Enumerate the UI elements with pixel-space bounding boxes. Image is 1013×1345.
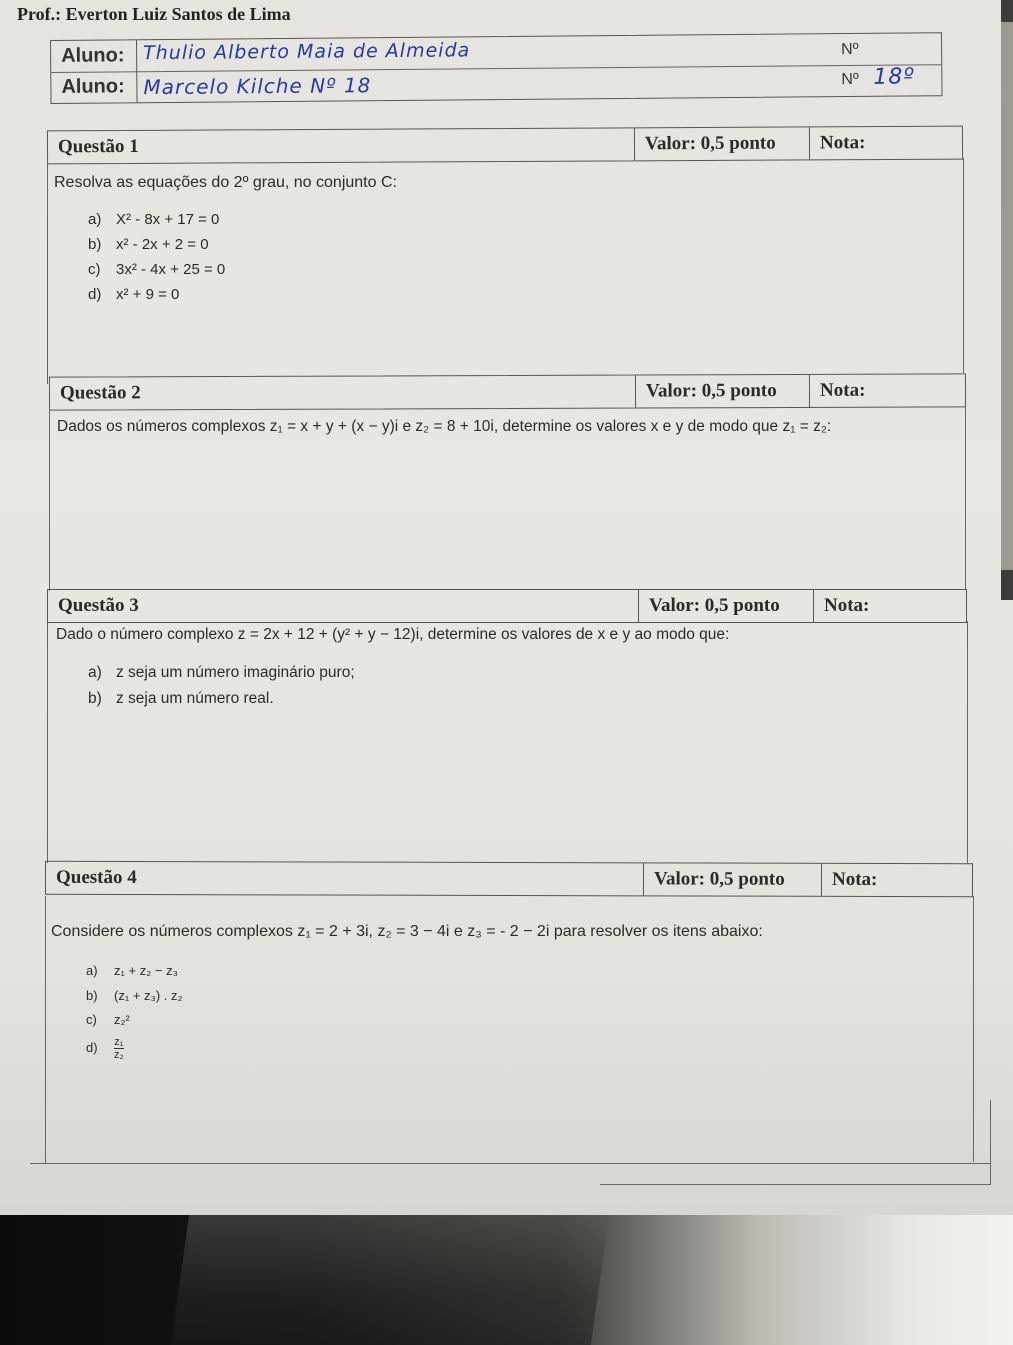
fraction-denominator: z₂ [114,1049,124,1061]
question-2-header [49,373,966,410]
list-item [88,236,209,253]
question-border [47,623,48,863]
expression: z₂² [114,1012,130,1027]
question-value: Valor: 0,5 ponto [638,590,813,622]
background-edge [1001,0,1013,600]
question-border [600,1184,990,1185]
list-item [88,286,179,303]
expression: (z₁ + z₃) . z₂ [114,988,183,1003]
question-border [965,407,966,589]
item-label: c) [88,261,101,278]
question-border [973,896,974,1162]
list-item [88,261,225,278]
question-1-header [47,126,963,165]
question-statement: Dados os números complexos z₁ = x + y + (x − y)i e z₂ = 8 + 10i, determine os valores x e y de modo que z₁ = z₂: [57,418,832,435]
photo-background [0,1215,1013,1345]
list-item [86,963,178,978]
list-item [88,664,355,682]
question-title: Questão 1 [57,135,139,158]
question-3-header [47,589,967,623]
equation: x² + 9 = 0 [116,286,180,303]
question-value: Valor: 0,5 ponto [634,127,809,160]
question-statement: Resolva as equações do 2º grau, no conjunto C: [54,174,397,191]
question-statement: Considere os números complexos z₁ = 2 + 3i, z₂ = 3 − 4i e z₃ = - 2 − 2i para resolver os itens abaixo: [51,923,763,940]
professor-name: Prof.: Everton Luiz Santos de Lima [17,4,291,24]
question-title: Questão 2 [59,382,141,404]
question-title: Questão 4 [55,866,137,889]
number-label: Nº [841,70,859,89]
question-border [49,409,50,591]
question-value: Valor: 0,5 ponto [643,863,821,895]
question-4-header [45,861,973,897]
item-label: b) [88,690,102,707]
number-label: Nº [841,40,859,59]
question-border [47,162,48,384]
question-value: Valor: 0,5 ponto [635,375,809,408]
item-label: a) [88,211,102,228]
item-label: b) [86,988,98,1003]
equation: 3x² - 4x + 25 = 0 [116,261,226,278]
fraction-numerator: z₁ [114,1036,124,1048]
question-statement: Dado o número complexo z = 2x + 12 + (y² + y − 12)i, determine os valores de x e y ao modo que: [56,626,730,643]
question-grade: Nota: [809,127,964,160]
student-row [51,64,941,103]
item-text: z seja um número real. [116,690,274,707]
question-border [30,1163,990,1164]
student-number-handwritten: 18º [873,64,915,90]
student-name-handwritten: Thulio Alberto Maia de Almeida [143,39,471,65]
item-label: d) [88,286,102,303]
list-item [88,211,219,228]
fraction [114,1036,124,1061]
equation: X² - 8x + 17 = 0 [116,211,220,228]
item-label: a) [86,963,98,978]
fabric-fold [171,1215,609,1345]
background-mark [1001,570,1013,600]
item-text: z seja um número imaginário puro; [116,664,355,681]
student-label: Aluno: [51,71,137,103]
list-item [88,690,274,708]
question-border [45,896,46,1164]
item-label: d) [86,1039,98,1055]
equation: x² - 2x + 2 = 0 [116,236,209,253]
question-title: Questão 3 [58,595,139,616]
list-item [86,988,183,1003]
background-mark [1001,0,1013,22]
item-label: b) [88,236,102,253]
item-label: c) [86,1012,97,1027]
question-border [990,1100,991,1185]
student-name-handwritten: Marcelo Kilche Nº 18 [143,73,372,100]
list-item [86,1012,130,1027]
student-label: Aluno: [51,40,137,72]
list-item [86,1036,124,1061]
question-border [967,621,968,863]
question-grade: Nota: [821,864,974,896]
student-box [50,32,943,104]
question-grade: Nota: [809,374,967,407]
question-border [963,158,964,373]
item-label: a) [88,664,102,681]
expression: z₁ + z₂ − z₃ [114,963,178,978]
question-grade: Nota: [813,590,968,622]
